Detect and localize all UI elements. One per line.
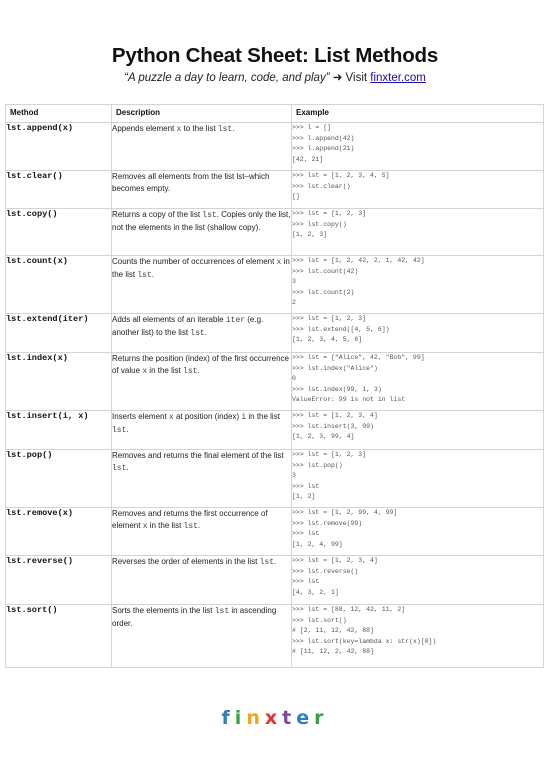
finxter-logo bbox=[0, 707, 550, 729]
logo-letter: t bbox=[282, 707, 297, 729]
method-example bbox=[292, 171, 544, 209]
list-methods-table bbox=[5, 104, 544, 668]
description-text: Returns a copy of the list bbox=[112, 210, 203, 219]
table-row bbox=[6, 171, 544, 209]
description-code: lst bbox=[112, 426, 127, 435]
description-text: in the list bbox=[112, 257, 290, 279]
description-code: x bbox=[142, 367, 148, 376]
description-code: i bbox=[241, 413, 247, 422]
table-row bbox=[6, 209, 544, 256]
table-row bbox=[6, 256, 544, 314]
description-text: . bbox=[274, 557, 277, 566]
method-example bbox=[292, 209, 544, 256]
example-code-line: [1, 2, 3, 99, 4] bbox=[292, 433, 355, 441]
table-header-row bbox=[6, 105, 544, 123]
finxter-link[interactable]: finxter.com bbox=[370, 72, 426, 84]
method-description bbox=[112, 508, 292, 556]
description-text: at position (index) bbox=[173, 412, 242, 421]
method-example bbox=[292, 450, 544, 508]
method-example bbox=[292, 353, 544, 411]
column-header-example: Example bbox=[292, 105, 544, 123]
method-description bbox=[112, 556, 292, 605]
method-name: lst.extend(iter) bbox=[6, 314, 112, 353]
description-text: Removes and returns the final element of the list bbox=[112, 451, 284, 460]
example-code-line: >>> lst = [88, 12, 42, 11, 2] bbox=[292, 606, 406, 613]
example-code-line: >>> l.append(21) bbox=[292, 145, 355, 153]
example-code-line: >>> l.append(42) bbox=[292, 134, 355, 142]
description-text: Removes all elements from the list lst–which becomes empty. bbox=[112, 172, 270, 193]
example-code-line: >>> lst.insert(3, 99) bbox=[292, 422, 374, 430]
example-code-line: [4, 3, 2, 1] bbox=[292, 588, 339, 596]
method-name: lst.remove(x) bbox=[6, 508, 112, 556]
description-code: lst bbox=[183, 522, 198, 531]
table-body bbox=[6, 123, 544, 668]
example-code-line: >>> lst.sort() bbox=[292, 616, 347, 624]
example-code-line: >>> lst.count(42) bbox=[292, 267, 359, 275]
example-code-line: [42, 21] bbox=[292, 155, 324, 163]
description-text: in the list bbox=[147, 521, 184, 530]
method-example bbox=[292, 256, 544, 314]
description-code: lst bbox=[217, 125, 233, 134]
description-text: . bbox=[126, 425, 129, 434]
method-example bbox=[292, 508, 544, 556]
example-code-line: # [2, 11, 12, 42, 88] bbox=[292, 627, 374, 635]
method-name: lst.count(x) bbox=[6, 256, 112, 314]
column-header-description: Description bbox=[112, 105, 292, 123]
description-text: . Copies only the list, not the elements in the list (shallow copy). bbox=[112, 210, 291, 232]
description-text: . bbox=[204, 328, 207, 337]
method-description bbox=[112, 209, 292, 256]
method-name: lst.insert(i, x) bbox=[6, 411, 112, 450]
description-text: Appends element bbox=[112, 124, 177, 133]
description-text: in the list bbox=[147, 366, 184, 375]
description-text: Counts the number of occurrences of element bbox=[112, 257, 277, 266]
subtitle-arrow-text: ➜ Visit bbox=[329, 72, 371, 84]
method-example bbox=[292, 314, 544, 353]
method-description bbox=[112, 605, 292, 668]
method-name: lst.clear() bbox=[6, 171, 112, 209]
method-name: lst.sort() bbox=[6, 605, 112, 668]
example-code-line: [] bbox=[292, 193, 300, 201]
example-code-line: >>> lst bbox=[292, 482, 320, 490]
example-code-line: >>> lst.sort(key=lambda x: str(x)[0]) bbox=[292, 637, 437, 645]
method-name: lst.copy() bbox=[6, 209, 112, 256]
description-code: lst bbox=[112, 464, 127, 473]
table-row bbox=[6, 411, 544, 450]
description-text: Sorts the elements in the list bbox=[112, 606, 215, 615]
logo-letter: x bbox=[264, 707, 283, 729]
method-name: lst.append(x) bbox=[6, 123, 112, 171]
example-code-line: >>> lst bbox=[292, 578, 320, 586]
example-code-line: >>> lst = [1, 2, 3, 4] bbox=[292, 412, 378, 419]
description-code: lst bbox=[183, 367, 198, 376]
description-text: . bbox=[151, 270, 154, 279]
example-code-line: >>> lst.copy() bbox=[292, 220, 347, 228]
method-description bbox=[112, 314, 292, 353]
table-row bbox=[6, 556, 544, 605]
description-code: x bbox=[176, 125, 182, 134]
example-code-line: >>> lst = ["Alice", 42, "Bob", 99] bbox=[292, 354, 425, 361]
method-example bbox=[292, 605, 544, 668]
example-code-line: [1, 2, 3, 4, 5, 6] bbox=[292, 336, 363, 344]
description-code: iter bbox=[225, 316, 246, 325]
method-description bbox=[112, 171, 292, 209]
description-text: (e.g. another list) to the list bbox=[112, 315, 264, 337]
description-text: . bbox=[197, 521, 201, 530]
example-code-line: 0 bbox=[292, 375, 296, 383]
example-code-line: 2 bbox=[292, 299, 296, 307]
subtitle-quote: “A puzzle a day to learn, code, and play” bbox=[124, 72, 330, 84]
example-code-line: >>> lst.reverse() bbox=[292, 567, 359, 575]
example-code-line: >>> lst.clear() bbox=[292, 182, 351, 190]
method-name: lst.index(x) bbox=[6, 353, 112, 411]
description-text: . bbox=[126, 463, 129, 472]
example-code-line: >>> lst.remove(99) bbox=[292, 519, 363, 527]
method-example bbox=[292, 411, 544, 450]
description-text: Inserts element bbox=[112, 412, 169, 421]
example-code-line: 3 bbox=[292, 472, 296, 480]
table-row bbox=[6, 314, 544, 353]
description-text: in ascending order. bbox=[112, 606, 277, 628]
table-row bbox=[6, 450, 544, 508]
logo-letter: n bbox=[246, 707, 265, 729]
example-code-line: # [11, 12, 2, 42, 88] bbox=[292, 648, 374, 656]
method-name: lst.pop() bbox=[6, 450, 112, 508]
example-code-line: >>> lst.count(2) bbox=[292, 288, 355, 296]
example-code-line: ValueError: 99 is not in list bbox=[292, 396, 406, 404]
description-text: Adds all elements of an iterable bbox=[112, 315, 226, 324]
example-code-line: >>> lst = [1, 2, 3] bbox=[292, 315, 367, 322]
method-name: lst.reverse() bbox=[6, 556, 112, 605]
table-row bbox=[6, 123, 544, 171]
logo-letter: e bbox=[296, 707, 315, 729]
description-code: lst bbox=[214, 607, 230, 616]
description-text: to the list bbox=[181, 124, 218, 133]
description-code: lst bbox=[259, 558, 275, 567]
logo-letter: r bbox=[314, 707, 329, 729]
example-code-line: >>> lst.index(99, 1, 3) bbox=[292, 385, 382, 393]
example-code-line: >>> lst.pop() bbox=[292, 461, 343, 469]
method-example bbox=[292, 123, 544, 171]
description-code: x bbox=[142, 522, 148, 531]
method-description bbox=[112, 353, 292, 411]
example-code-line: >>> lst.extend([4, 5, 6]) bbox=[292, 325, 390, 333]
example-code-line: >>> lst.index("Alice") bbox=[292, 364, 378, 372]
description-text: Returns the position (index) of the first occurrence of value bbox=[112, 354, 289, 375]
example-code-line: >>> lst = [1, 2, 3] bbox=[292, 451, 367, 458]
method-description bbox=[112, 450, 292, 508]
example-code-line: [1, 2] bbox=[292, 493, 316, 501]
column-header-method: Method bbox=[6, 105, 112, 123]
description-code: lst bbox=[202, 211, 217, 220]
example-code-line: >>> lst bbox=[292, 530, 320, 538]
page-subtitle bbox=[0, 70, 550, 84]
example-code-line: >>> lst = [1, 2, 42, 2, 1, 42, 42] bbox=[292, 257, 425, 264]
table-row bbox=[6, 508, 544, 556]
description-code: x bbox=[276, 258, 282, 267]
table-row bbox=[6, 605, 544, 668]
description-text: Reverses the order of elements in the list bbox=[112, 557, 260, 566]
example-code-line: [1, 2, 4, 99] bbox=[292, 540, 343, 548]
example-code-line: >>> lst = [1, 2, 3, 4] bbox=[292, 557, 378, 564]
logo-letter: f bbox=[221, 707, 235, 729]
example-code-line: >>> lst = [1, 2, 3, 4, 5] bbox=[292, 172, 390, 179]
table-row bbox=[6, 353, 544, 411]
description-text: . bbox=[197, 366, 200, 375]
description-code: lst bbox=[190, 329, 205, 338]
description-code: lst bbox=[137, 271, 152, 280]
example-code-line: >>> lst = [1, 2, 3] bbox=[292, 210, 367, 217]
example-code-line: 3 bbox=[292, 278, 296, 286]
method-example bbox=[292, 556, 544, 605]
example-code-line: [1, 2, 3] bbox=[292, 231, 328, 239]
description-text: . bbox=[232, 124, 235, 133]
example-code-line: >>> lst = [1, 2, 99, 4, 99] bbox=[292, 509, 398, 516]
description-text: Removes and returns the first occurrence of element bbox=[112, 509, 268, 530]
example-code-line: >>> l = [] bbox=[292, 124, 332, 131]
method-description bbox=[112, 411, 292, 450]
logo-letter: i bbox=[234, 707, 247, 729]
description-code: x bbox=[168, 413, 174, 422]
method-description bbox=[112, 256, 292, 314]
method-description bbox=[112, 123, 292, 171]
description-text: in the list bbox=[246, 412, 280, 421]
page-title: Python Cheat Sheet: List Methods bbox=[111, 44, 439, 67]
